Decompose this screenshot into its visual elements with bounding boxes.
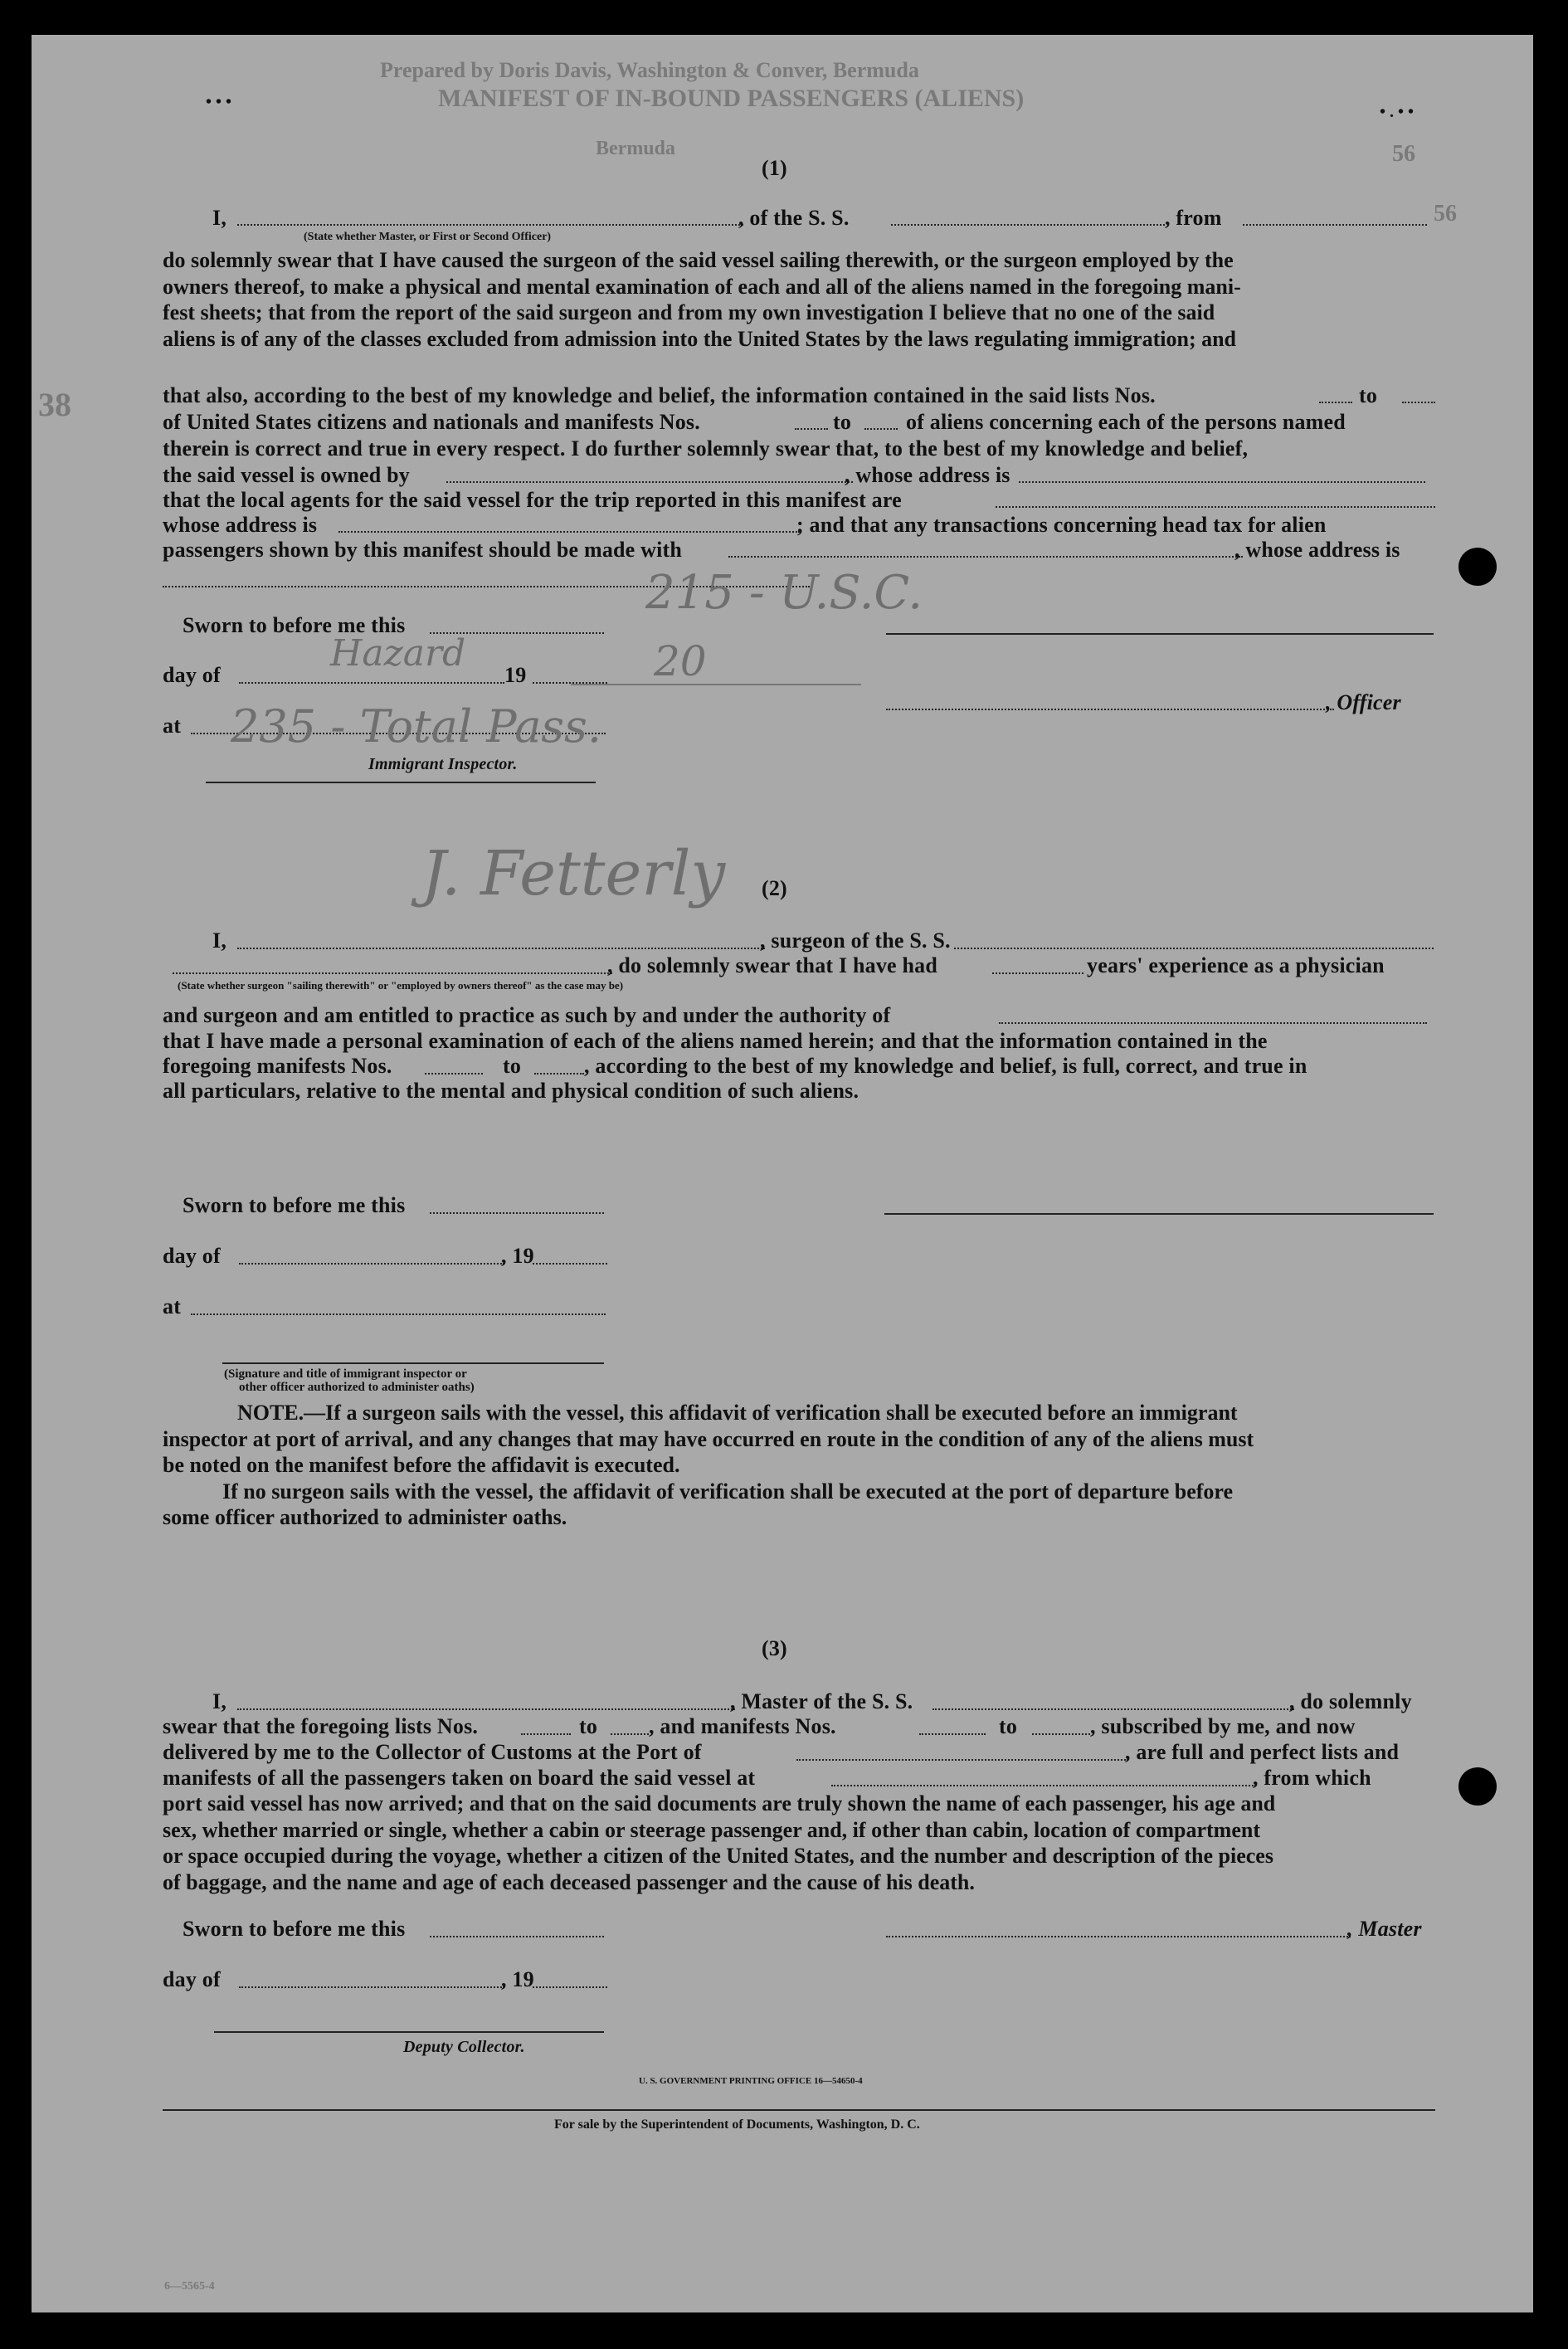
s1-whose-address-end: , whose address is [1234, 538, 1400, 562]
s3-master-line [886, 1936, 1351, 1937]
printing-office: U. S. GOVERNMENT PRINTING OFFICE 16—54650-4 [639, 2076, 863, 2086]
s1-owner-line [446, 481, 853, 483]
s1-correct: therein is correct and true in every respect. I do further solemnly swear that, to the best of my knowledge and belief, [163, 436, 1249, 461]
s1-day-of: day of [163, 663, 221, 687]
s2-surgeon-of: , surgeon of the S. S. [760, 928, 951, 953]
s1-at: at [163, 714, 182, 738]
s2-sworn-line [430, 1212, 604, 1214]
s1-head-tax: ; and that any transactions concerning head tax for alien [796, 513, 1327, 537]
note-line: If no surgeon sails with the vessel, the affidavit of verification shall be executed at the port of departure before [222, 1479, 1234, 1503]
s2-surgeon-note: (State whether surgeon "sailing therewith" or "employed by owners thereof" as the case may be) [178, 979, 624, 992]
s1-to-2: to [833, 410, 852, 434]
s3-line: port said vessel has now arrived; and that on the said documents are truly shown the name of each passenger, his age and [163, 1791, 1276, 1815]
s3-deputy-line [214, 2031, 604, 2033]
s3-to-1: to [579, 1714, 598, 1738]
s1-from-line [1243, 224, 1427, 226]
s2-at-line [191, 1313, 606, 1315]
s1-whose-address-is: whose address is [163, 513, 318, 537]
s1-local-agents: that the local agents for the said vessel for the trip reported in this manifest are [163, 488, 902, 512]
s1-nineteen: 19 [504, 663, 527, 687]
s3-line: or space occupied during the voyage, whether a citizen of the United States, and the number and description of the pieces [163, 1844, 1273, 1868]
s3-line: sex, whether married or single, whether a cabin or steerage passenger and, if other than cabin, location of compartment [163, 1817, 1260, 1842]
s2-i-label: I, [212, 928, 227, 953]
s1-passengers: passengers shown by this manifest should be made with [163, 538, 683, 562]
s3-vessel-line [933, 1708, 1294, 1710]
section-1-number: (1) [762, 156, 787, 180]
s3-name-line [237, 1708, 735, 1710]
s3-port-taken-line [831, 1785, 1256, 1786]
s2-examination: that I have made a personal examination of each of the aliens named herein; and that the information contained in the [163, 1029, 1268, 1053]
s1-manifests-to-line [864, 428, 898, 430]
s2-at: at [163, 1294, 182, 1318]
document-page [32, 35, 1533, 2312]
hand-underline [571, 684, 861, 685]
s2-foregoing: foregoing manifests Nos. [163, 1054, 392, 1078]
s3-from-which: , from which [1253, 1766, 1371, 1790]
s3-line: of baggage, and the name and age of each deceased passenger and the cause of his death. [163, 1869, 975, 1894]
s1-line: owners thereof, to make a physical and mental examination of each and all of the aliens named in the foregoing mani- [163, 274, 1241, 299]
s3-subscribed: , subscribed by me, and now [1090, 1714, 1356, 1738]
for-sale: For sale by the Superintendent of Documents, Washington, D. C. [554, 2118, 920, 2132]
hand-215: 215 - U.S.C. [645, 566, 923, 620]
s1-inspector: Immigrant Inspector. [368, 755, 518, 773]
s3-delivered: delivered by me to the Collector of Customs at the Port of [163, 1740, 702, 1764]
s1-day-line [239, 682, 504, 684]
s3-do-solemnly: , do solemnly [1289, 1689, 1412, 1713]
s2-nos-to-line [534, 1073, 584, 1075]
s3-manifests-from-line [919, 1733, 986, 1735]
page-number-56: 56 [1392, 141, 1415, 167]
s2-name-line [237, 948, 765, 949]
hand-235: 235 - Total Pass. [231, 700, 602, 753]
footer-rule [163, 2109, 1435, 2111]
s1-master-note: (State whether Master, or First or Second Officer) [304, 231, 552, 243]
s1-officer-signature-line [886, 633, 1434, 635]
s2-years-line [992, 972, 1083, 974]
s3-port-line [796, 1759, 1128, 1761]
note-line: some officer authorized to administer oaths. [163, 1505, 567, 1529]
s1-of-ss: , of the S. S. [738, 206, 850, 230]
s2-authority: and surgeon and am entitled to practice as such by and under the authority of [163, 1003, 891, 1027]
s1-to-1: to [1359, 383, 1378, 407]
s2-signature-line [884, 1213, 1434, 1215]
s2-note [163, 1400, 1437, 1531]
s3-lists-from-line [521, 1733, 571, 1735]
section-2-number: (2) [762, 876, 787, 900]
dots-left: • • • [206, 93, 232, 111]
s1-lists-from-line [1319, 402, 1352, 403]
section-3-number: (3) [762, 1636, 787, 1660]
s3-paragraph [163, 1791, 1437, 1895]
s1-citizens: of United States citizens and nationals and manifests Nos. [163, 410, 700, 434]
s1-officer: , Officer [1326, 690, 1401, 714]
s2-sailing-line [173, 972, 612, 974]
s1-i-label: I, [212, 206, 227, 230]
s3-year-line [533, 1986, 607, 1988]
s2-sig-note-1: (Signature and title of immigrant inspector or [224, 1367, 467, 1381]
s2-sworn: Sworn to before me this [183, 1193, 406, 1217]
s1-whose-address: , whose address is [845, 463, 1010, 487]
s3-master: , Master [1347, 1917, 1422, 1941]
s3-and-manifests: , and manifests Nos. [649, 1714, 836, 1738]
prepared-by-text: Prepared by Doris Davis, Washington & Conver, Bermuda [380, 58, 919, 82]
s2-day-of: day of [163, 1244, 221, 1268]
s1-inspector-line [206, 782, 596, 783]
s1-line: do solemnly swear that I have caused the surgeon of the said vessel sailing therewith, or the surgeon employed by the [163, 248, 1234, 272]
s3-sworn: Sworn to before me this [183, 1917, 406, 1941]
s3-master-of: , Master of the S. S. [730, 1689, 913, 1713]
manifest-title: MANIFEST OF IN-BOUND PASSENGERS (ALIENS) [438, 85, 1025, 112]
s1-head-tax-line [728, 556, 1243, 558]
binder-hole-top [1458, 548, 1497, 586]
s1-vessel-line [891, 224, 1165, 226]
s2-year-line [533, 1263, 607, 1265]
s3-to-2: to [999, 1714, 1018, 1738]
s2-day-line [239, 1263, 504, 1265]
s3-deputy: Deputy Collector. [403, 2038, 525, 2056]
s1-line: fest sheets; that from the report of the said surgeon and from my own investigation I believe that no one of the said [163, 300, 1215, 324]
s1-owner-address-line [1019, 481, 1425, 483]
form-number: 6—5565-4 [164, 2280, 215, 2293]
s1-owned-by: the said vessel is owned by [163, 463, 410, 487]
s3-swear-lists: swear that the foregoing lists Nos. [163, 1714, 479, 1738]
s1-sworn: Sworn to before me this [183, 613, 406, 637]
s2-according: , according to the best of my knowledge and belief, is full, correct, and true in [584, 1054, 1307, 1078]
s3-full-perfect: , are full and perfect lists and [1125, 1740, 1400, 1764]
s2-inspector-line [222, 1362, 604, 1364]
s1-manifests-from-line [795, 428, 828, 430]
s1-from: , from [1165, 206, 1222, 230]
s1-paragraph [163, 247, 1437, 352]
s2-swear: , do solemnly swear that I have had [607, 953, 938, 977]
s2-to: to [503, 1054, 522, 1078]
hand-hazard: Hazard [330, 632, 466, 675]
s3-manifests-to-line [1032, 1733, 1090, 1735]
s3-nineteen: , 19 [501, 1967, 534, 1991]
s1-of-aliens: of aliens concerning each of the persons named [906, 410, 1346, 434]
note-line: NOTE.—If a surgeon sails with the vessel, this affidavit of verification shall be executed before an immigrant [237, 1401, 1238, 1425]
binder-hole-bottom [1458, 1767, 1497, 1806]
page-number-56-b: 56 [1434, 201, 1457, 227]
s3-i-label: I, [212, 1689, 227, 1713]
s1-agents-line [996, 506, 1435, 508]
s3-sworn-line [430, 1936, 604, 1937]
s2-nos-from-line [425, 1073, 483, 1075]
surgeon-signature-hand: J. Fetterly [421, 838, 726, 909]
s3-manifests-all: manifests of all the passengers taken on board the said vessel at [163, 1766, 756, 1790]
s1-agents-address-line [338, 531, 800, 533]
note-line: be noted on the manifest before the affidavit is executed. [163, 1453, 680, 1477]
s2-nineteen: , 19 [501, 1244, 534, 1268]
s1-lists-nos: that also, according to the best of my knowledge and belief, the information contained in the said lists Nos. [163, 383, 1156, 407]
s1-lists-to-line [1402, 402, 1435, 403]
s3-day-line [239, 1986, 504, 1988]
s3-lists-to-line [611, 1733, 649, 1735]
s2-particulars: all particulars, relative to the mental and physical condition of such aliens. [163, 1079, 859, 1103]
margin-number-38: 38 [38, 386, 71, 423]
hand-20: 20 [654, 637, 707, 685]
s3-day-of: day of [163, 1967, 221, 1991]
s2-authority-line [999, 1022, 1427, 1024]
note-line: inspector at port of arrival, and any changes that may have occurred en route in the condition of any of the aliens must [163, 1426, 1254, 1451]
s2-years: years' experience as a physician [1087, 953, 1385, 977]
s2-vessel-line [954, 948, 1434, 949]
s1-name-line [237, 224, 743, 226]
bermuda-text: Bermuda [596, 138, 675, 159]
s1-line: aliens is of any of the classes excluded from admission into the United States by the laws regulating immigration; and [163, 326, 1237, 351]
s1-officer-line [886, 709, 1334, 710]
s2-sig-note-2: other officer authorized to administer oaths) [239, 1381, 475, 1394]
dots-right: • . • • [1380, 103, 1415, 121]
